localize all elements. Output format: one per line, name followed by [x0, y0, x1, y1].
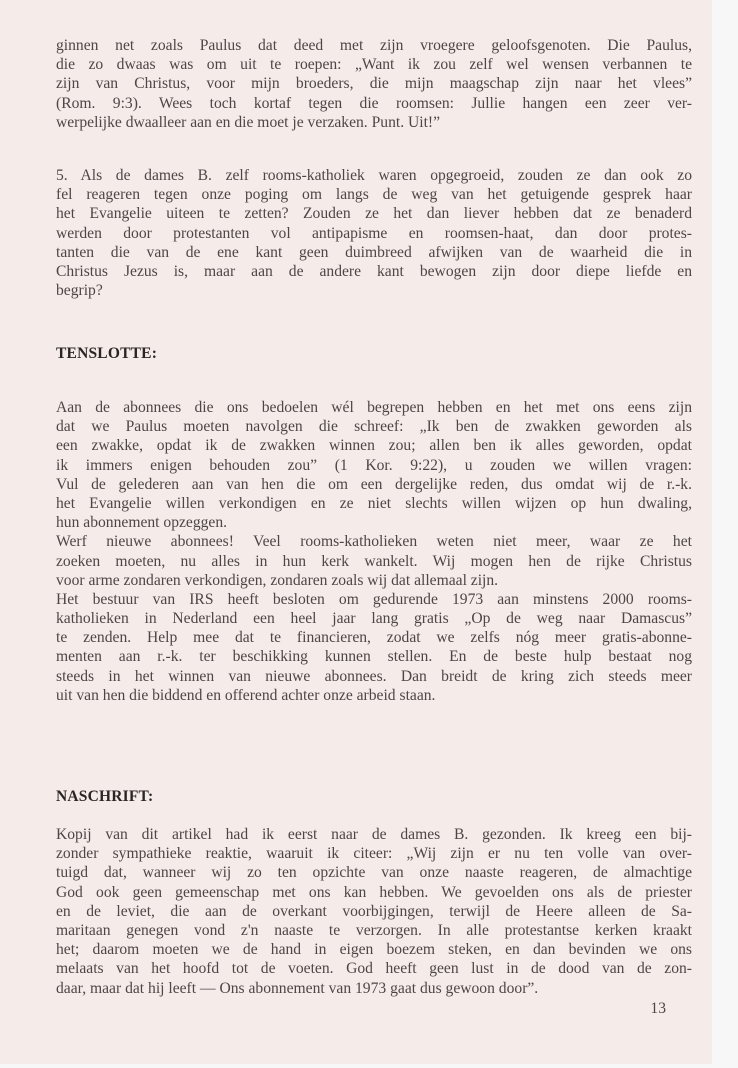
text-line: tanten die van de ene kant geen duimbreed afwijken van de waarheid die in: [56, 243, 692, 261]
text-line: menten aan r.-k. ter beschikking kunnen stellen. En de beste hulp bestaat nog: [56, 648, 692, 666]
text-line: katholieken in Nederland een heel jaar lang gratis „Op de weg naar Damascus”: [56, 610, 692, 628]
text-line: zijn van Christus, voor mijn broeders, die mijn maagschap zijn naar het vlees”: [56, 75, 692, 93]
text-line: zoeken moeten, nu alles in hun kerk wankelt. Wij mogen hen de rijke Christus: [56, 552, 692, 570]
text-line: ginnen net zoals Paulus dat deed met zijn vroegere geloofsgenoten. Die Paulus,: [56, 37, 692, 54]
paragraph-bestuur: [56, 590, 692, 705]
text-line: en de leviet, die aan de overkant voorbijgingen, terwijl de Heere alleen de Sa-: [56, 902, 692, 920]
page-number: 13: [650, 1000, 666, 1017]
text-line: Het bestuur van IRS heeft besloten om gedurende 1973 aan minstens 2000 rooms-: [56, 590, 692, 608]
text-line: Vul de gelederen aan van hen die om een dergelijke reden, dus omdat wij de r.-k.: [56, 475, 692, 493]
text-line: het Evangelie uiteen te zetten? Zouden ze het dan liever hebben dat ze benaderd: [56, 205, 692, 223]
text-line: voor arme zondaren verkondigen, zondaren zoals wij dat allemaal zijn.: [56, 571, 499, 589]
text-line: het Evangelie willen verkondigen en ze niet slechts willen wijzen op hun dwaling,: [56, 494, 692, 512]
paragraph-continuation: [56, 36, 692, 132]
text-line: melaats van het hoofd tot de voeten. God heeft geen lust in de dood van de zon-: [56, 960, 692, 978]
text-line: God ook geen gemeenschap met ons kan hebben. We gevoelden ons als de priester: [56, 883, 692, 901]
text-line: Christus Jezus is, maar aan de andere kant bewogen zijn door diepe liefde en: [56, 262, 692, 280]
text-line: een zwakke, opdat ik de zwakken winnen zou; allen ben ik alles geworden, opdat: [56, 437, 692, 455]
paragraph-abonnees-part1: [56, 398, 692, 532]
heading-tenslotte: TENSLOTTE:: [56, 345, 158, 362]
text-line: (Rom. 9:3). Wees toch kortaf tegen die roomsen: Jullie hangen een zeer ver-: [56, 94, 692, 112]
heading-naschrift: NASCHRIFT:: [56, 788, 154, 805]
text-line: het; daarom moeten we de hand in eigen boezem steken, en dan bevinden we ons: [56, 941, 692, 959]
text-line: uit van hen die biddend en offerend achter onze arbeid staan.: [56, 686, 436, 704]
text-line: te zenden. Help mee dat te financieren, zodat we zelfs nóg meer gratis-abonne-: [56, 629, 692, 647]
text-line: hun abonnement opzeggen.: [56, 514, 228, 532]
paragraph-werf: [56, 532, 692, 590]
text-line: Kopij van dit artikel had ik eerst naar de dames B. gezonden. Ik kreeg een bij-: [56, 826, 692, 843]
text-line: ik immers enigen behouden zou” (1 Kor. 9:22), u zouden we willen vragen:: [56, 456, 692, 474]
paragraph-abonnees: [56, 398, 692, 705]
text-line: werpelijke dwaalleer aan en die moet je verzaken. Punt. Uit!”: [56, 113, 441, 131]
text-line: fel reageren tegen onze poging om langs de weg van het getuigende gesprek haar: [56, 186, 692, 204]
text-line: maritaan genegen vond z'n naaste te verzorgen. In alle protestantse kerken kraakt: [56, 921, 692, 939]
text-line: daar, maar dat hij leeft — Ons abonnement van 1973 gaat dus gewoon door”.: [56, 979, 539, 997]
paragraph-point-5: [56, 166, 692, 300]
text-line: 5. Als de dames B. zelf rooms-katholiek waren opgegroeid, zouden ze dan ook zo: [56, 167, 692, 184]
text-line: dat we Paulus moeten navolgen die schreef: „Ik ben de zwakken geworden als: [56, 418, 692, 436]
paragraph-naschrift: [56, 825, 692, 998]
text-line: begrip?: [56, 282, 103, 300]
text-line: werden door protestanten vol antipapisme en roomsen-haat, dan door protes-: [56, 224, 692, 242]
text-line: Aan de abonnees die ons bedoelen wél begrepen hebben en het met ons eens zijn: [56, 399, 692, 416]
text-line: zonder sympathieke reaktie, waaruit ik citeer: „Wij zijn er nu ten volle van over-: [56, 845, 692, 863]
text-line: steeds in het winnen van nieuwe abonnees. Dan breidt de kring zich steeds meer: [56, 667, 692, 685]
text-line: Werf nieuwe abonnees! Veel rooms-katholieken weten niet meer, waar ze het: [56, 533, 692, 551]
text-line: tuigd dat, wanneer wij zo ten opzichte van onze naaste reageren, de almachtige: [56, 864, 692, 882]
text-line: die zo dwaas was om uit te roepen: „Want ik zou zelf wel wensen verbannen te: [56, 56, 692, 74]
